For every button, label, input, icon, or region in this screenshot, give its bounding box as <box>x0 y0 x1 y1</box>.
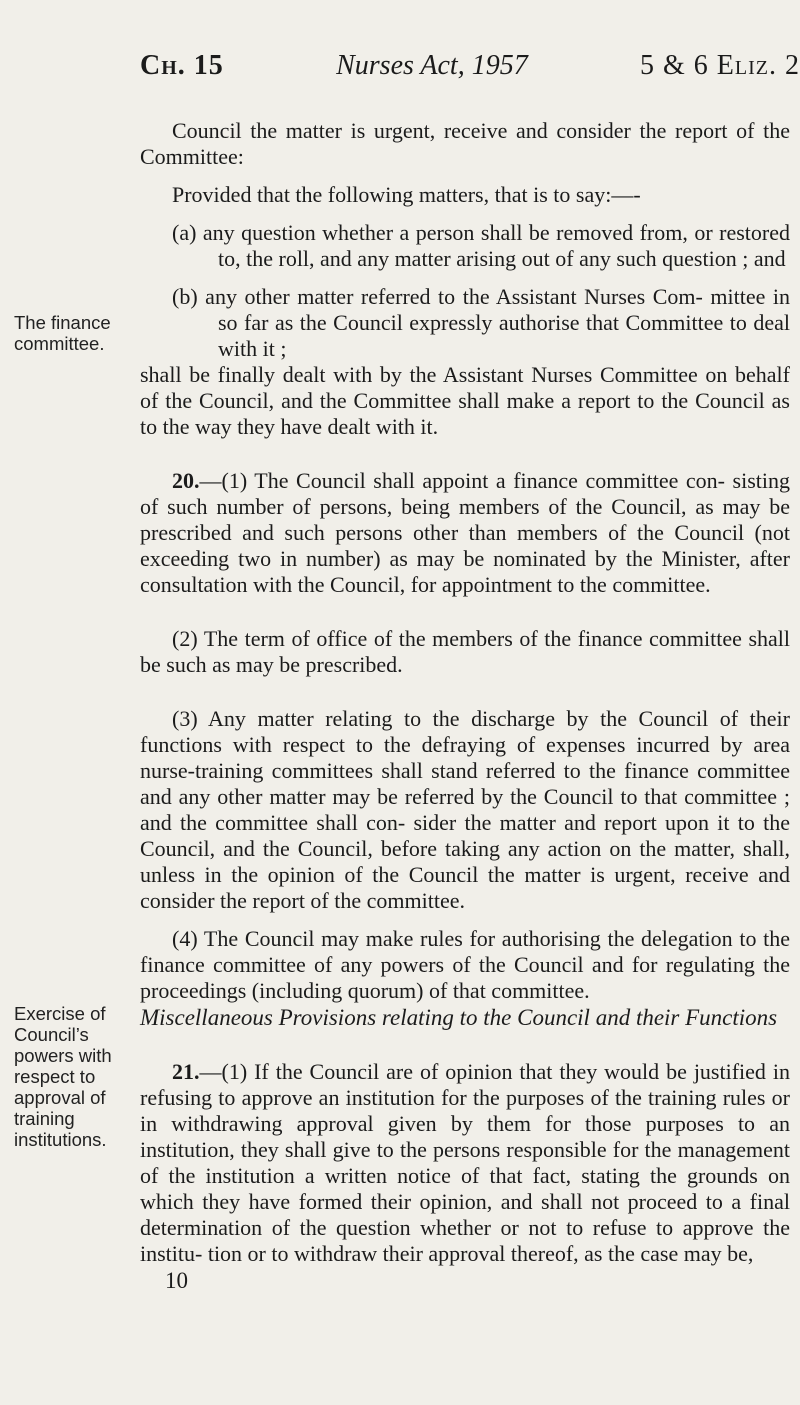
act-title: Nurses Act, 1957 <box>336 50 528 81</box>
paragraph: shall be finally dealt with by the Assistant Nurses Committee on behalf of the Council, and the Committee shall make a report to the Council as to the way they have dealt with it. <box>140 362 790 439</box>
running-header <box>140 50 800 82</box>
section-text: —(1) If the Council are of opinion that they would be justified in refusing to approve an institution for the purposes of the training rules or in withdrawing approval given by them for those purposes to an institution, they shall give to the persons responsible for the management of the institution a written notice of that fact, stating the grounds on which they have formed their opinion, and shall not proceed to a final determination of the question whether or not to refuse to approve the institu- tion or to withdraw their approval thereof, as the case may be, <box>140 1059 790 1266</box>
list-item-b: (b) any other matter referred to the Assistant Nurses Com- mittee in so far as the Council expressly authorise that Committee to deal with it ; <box>172 284 790 361</box>
section-number: 21. <box>172 1059 200 1084</box>
chapter-label: Ch. 15 <box>140 50 224 81</box>
margin-note-training-institutions: Exercise of Council’s powers with respect to approval of training institutions. <box>14 1003 112 1150</box>
page-number: 10 <box>165 1268 188 1293</box>
section-text: —(1) The Council shall appoint a finance committee con- sisting of such number of persons, being members of the Council, as may be prescribed and such persons other than members of the Council (not exceeding two in number) as may be nominated by the Minister, after consultation with the Council, for appointment to the committee. <box>140 468 790 597</box>
section-20-subsection-2: (2) The term of office of the members of the finance committee shall be such as may be prescribed. <box>140 626 790 677</box>
regnal-year: 5 & 6 Eliz. 2 <box>640 50 800 81</box>
section-number: 20. <box>172 468 200 493</box>
list-item-a: (a) any question whether a person shall be removed from, or restored to, the roll, and any matter arising out of any such question ; and <box>172 220 790 271</box>
body-text <box>140 118 790 1267</box>
section-20-subsection-3: (3) Any matter relating to the discharge by the Council of their functions with respect to the defraying of expenses incurred by area nurse-training committees shall stand referred to the finance committee and any other matter may be referred by the Council to that committee ; and the committee shall con- sider the matter and report upon it to the Council, and the Council, before taking any action on the matter, shall, unless in the opinion of the Council the matter is urgent, receive and consider the report of the committee. <box>140 706 790 913</box>
section-20-subsection-4: (4) The Council may make rules for authorising the delegation to the finance committee of any powers of the Council and for regulating the proceedings (including quorum) of that committee. <box>140 926 790 1003</box>
section-heading: Miscellaneous Provisions relating to the Council and their Functions <box>140 1005 778 1030</box>
section-20-subsection-1 <box>140 468 790 598</box>
paragraph: Council the matter is urgent, receive and consider the report of the Committee: <box>140 118 790 169</box>
section-21-subsection-1 <box>140 1059 790 1267</box>
margin-note-finance-committee: The finance committee. <box>14 312 111 354</box>
proviso: Provided that the following matters, that is to say:—- <box>172 182 641 207</box>
